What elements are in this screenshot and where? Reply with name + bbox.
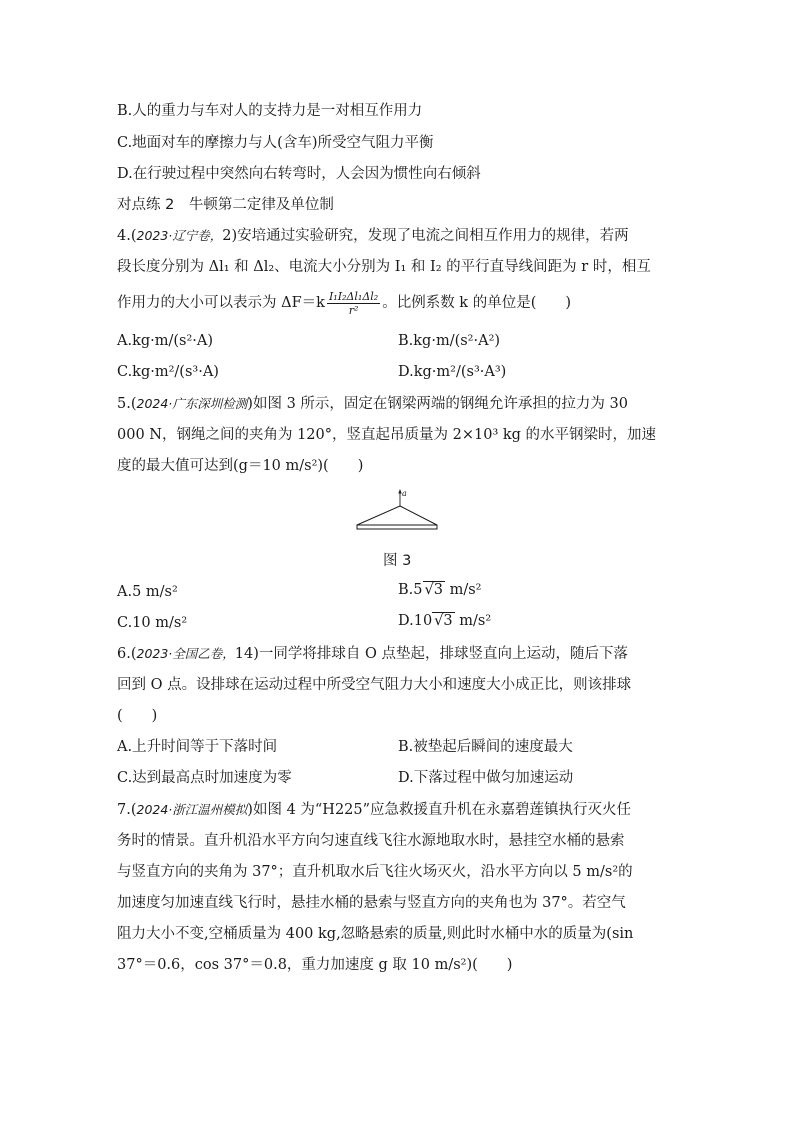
q4-fraction	[327, 290, 380, 317]
left-steel-rope	[357, 506, 400, 525]
q7-source: 2024·浙江温州模拟	[136, 802, 248, 817]
q5-option-d-radicand: 3	[443, 613, 453, 629]
q5-option-b-radical: √3	[424, 582, 443, 598]
q5-option-b	[398, 580, 481, 600]
q4-fraction-numerator: I₁I₂Δl₁Δl₂	[328, 289, 379, 303]
q5-option-d-pre: D.10	[398, 613, 433, 629]
section-title: 对点练 2 牛顿第二定律及单位制	[117, 197, 334, 213]
q5-line-2: 000 N，钢绳之间的夹角为 120°，竖直起吊质量为 2×10³ kg 的水平钢梁时，加速	[117, 427, 657, 443]
q4-option-a: A.kg·m/(s²·A)	[117, 333, 214, 349]
q6-line-3: ( )	[117, 708, 158, 724]
q3-option-b: B.人的重力与车对人的支持力是一对相互作用力	[117, 103, 423, 119]
q4-fraction-denominator: r²	[348, 303, 359, 317]
q6-line-1	[117, 644, 628, 664]
figure-3-caption: 图 3	[383, 553, 412, 569]
q4-option-d: D.kg·m²/(s³·A³)	[398, 364, 507, 380]
q5-option-b-post: m/s²	[444, 582, 482, 598]
q7-line-2: 务时的情景。直升机沿水平方向匀速直线飞往水源地取水时，悬挂空水桶的悬索	[117, 833, 625, 849]
q6-number: 6.(	[117, 646, 137, 662]
q4-line-3-pre: 作用力的大小可以表示为 ΔF＝k	[117, 295, 325, 311]
right-steel-rope	[400, 506, 437, 525]
figure-label-a: a	[402, 489, 407, 498]
q4-line-1-text: 2)安培通过实验研究，发现了电流之间相互作用力的规律，若两	[222, 228, 629, 244]
q3-option-d: D.在行驶过程中突然向右转弯时，人会因为惯性向右倾斜	[117, 166, 481, 182]
steel-beam	[357, 525, 437, 529]
q5-number: 5.(	[117, 396, 137, 412]
q7-number: 7.(	[117, 802, 137, 818]
q7-line-5: 阻力大小不变,空桶质量为 400 kg,忽略悬索的质量,则此时水桶中水的质量为(sin	[117, 926, 634, 942]
q5-line-3: 度的最大值可达到(g＝10 m/s²)( )	[117, 458, 364, 474]
q4-line-1	[117, 226, 629, 246]
q6-line-2: 回到 O 点。设排球在运动过程中所受空气阻力大小和速度大小成正比，则该排球	[117, 677, 632, 693]
q5-source: 2024·广东深圳检测	[136, 396, 248, 411]
q5-option-d-radical: √3	[434, 613, 453, 629]
q4-line-3-post: 。比例系数 k 的单位是( )	[382, 295, 572, 311]
q4-line-3	[117, 289, 571, 317]
q6-option-a: A.上升时间等于下落时间	[117, 739, 278, 755]
q7-line-3: 与竖直方向的夹角为 37°；直升机取水后飞往火场灭火，沿水平方向以 5 m/s²的	[117, 864, 633, 880]
q7-line-1	[117, 800, 631, 820]
q5-option-d-post: m/s²	[454, 613, 492, 629]
q4-option-b: B.kg·m/(s²·A²)	[398, 333, 501, 349]
q6-line-1-text: 14)一同学将排球自 O 点垫起，排球竖直向上运动，随后下落	[234, 646, 629, 662]
q5-line-1	[117, 394, 628, 414]
steel-beam-figure	[354, 488, 440, 536]
q6-option-b: B.被垫起后瞬间的速度最大	[398, 739, 573, 755]
q7-line-6: 37°＝0.6，cos 37°＝0.8，重力加速度 g 取 10 m/s²)( )	[117, 957, 513, 973]
q5-line-1-text: )如图 3 所示，固定在钢梁两端的钢绳允许承担的拉力为 30	[247, 396, 628, 412]
q4-line-2: 段长度分别为 Δl₁ 和 Δl₂、电流大小分别为 I₁ 和 I₂ 的平行直导线间距为 r 时，相互	[117, 259, 651, 275]
q3-option-c: C.地面对车的摩擦力与人(含车)所受空气阻力平衡	[117, 135, 434, 151]
q5-option-c: C.10 m/s²	[117, 615, 188, 631]
q4-option-c: C.kg·m²/(s³·A)	[117, 364, 219, 380]
q4-number: 4.(	[117, 228, 137, 244]
q4-source: 2023·辽宁卷，	[136, 228, 223, 243]
q6-option-d: D.下落过程中做匀加速运动	[398, 770, 574, 786]
q5-option-b-radicand: 3	[433, 582, 443, 598]
q7-line-4: 加速度匀加速直线飞行时，悬挂水桶的悬索与竖直方向的夹角也为 37°。若空气	[117, 895, 626, 911]
q7-line-1-text: )如图 4 为“H225”应急救援直升机在永嘉碧莲镇执行灭火任	[247, 802, 632, 818]
q5-option-d	[398, 611, 491, 631]
q5-option-a: A.5 m/s²	[117, 584, 178, 600]
q5-option-b-pre: B.5	[398, 582, 423, 598]
q6-source: 2023·全国乙卷，	[136, 646, 235, 661]
q6-option-c: C.达到最高点时加速度为零	[117, 770, 292, 786]
